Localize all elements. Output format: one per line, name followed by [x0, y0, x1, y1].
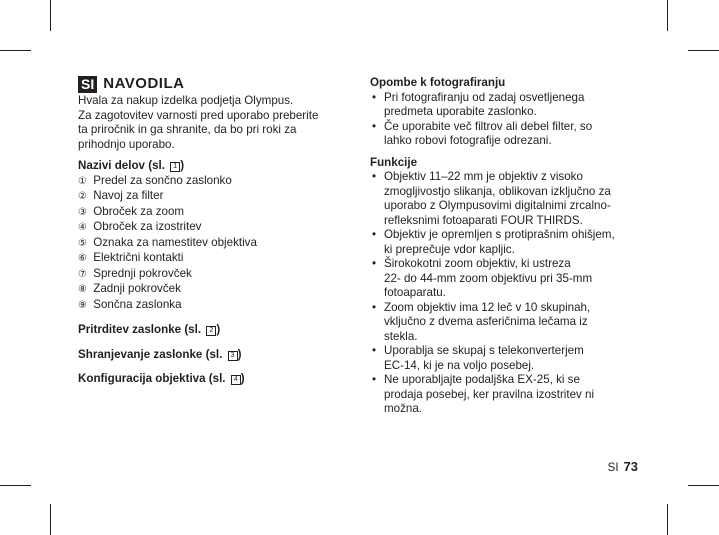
list-item: • Širokokotni zoom objektiv, ki ustreza 22- do 44-mm zoom objektivu pri 35-mm fotoaparatu. — [370, 257, 640, 301]
title-row — [78, 76, 348, 93]
list-item: • Če uporabite več filtrov ali debel filter, so lahko robovi fotografije odrezani. — [370, 120, 640, 149]
functions-heading: Funkcije — [370, 155, 418, 169]
crop-mark-bottom-left-h — [0, 485, 31, 486]
crop-mark-bottom-right-v — [667, 504, 668, 535]
figure-ref: 4 — [231, 375, 241, 385]
left-column — [78, 76, 348, 387]
intro-line: Za zagotovitev varnosti pred uporabo preberite — [78, 108, 319, 122]
footer-language: SI — [607, 462, 619, 474]
intro-line: Hvala za nakup izdelka podjetja Olympus. — [78, 94, 294, 107]
figure-ref: 3 — [228, 351, 238, 361]
intro-line: ta priročnik in ga shranite, da bo pri roki za — [78, 123, 297, 136]
page-footer — [608, 459, 638, 474]
page-number: 73 — [623, 459, 638, 474]
crop-mark-top-right-v — [667, 0, 668, 31]
functions-list — [370, 170, 640, 417]
list-item: • Objektiv je opremljen s protiprašnim ohišjem, ki preprečuje vdor kapljic. — [370, 228, 640, 257]
list-item: • Uporablja se skupaj s telekonverterjem EC-14, ki je na voljo posebej. — [370, 344, 640, 373]
list-item: ⑨ Sončna zaslonka — [78, 297, 182, 311]
list-item: ⑦ Sprednji pokrovček — [78, 266, 192, 280]
list-item: ⑥ Električni kontakti — [78, 251, 184, 264]
list-item: ② Navoj za filter — [78, 189, 164, 202]
notes-list — [370, 91, 640, 149]
list-item: • Ne uporabljajte podaljška EX-25, ki se prodaja posebej, ker pravilna izostritev ni možna. — [370, 373, 640, 417]
list-item: • Objektiv 11–22 mm je objektiv z visoko zmogljivostjo slikanja, oblikovan izključno za uporabo z Olympusovimi digitalnimi zrcalno- refleksnimi fotoaparati FOUR THIRDS. — [370, 170, 640, 228]
parts-list — [78, 174, 348, 314]
page-title: NAVODILA — [103, 75, 185, 93]
notes-heading: Opombe k fotografiranju — [370, 76, 506, 89]
list-item: ⑤ Oznaka za namestitev objektiva — [78, 235, 257, 249]
right-column — [370, 76, 640, 417]
intro-line: prihodnjo uporabo. — [78, 137, 175, 151]
list-item: ⑧ Zadnji pokrovček — [78, 282, 181, 295]
section-heading-lens-configuration: Konfiguracija objektiva (sl. 4 ) — [78, 372, 245, 385]
list-item: • Pri fotografiranju od zadaj osvetljenega predmeta uporabite zaslonko. — [370, 91, 640, 120]
language-badge: SI — [78, 76, 97, 93]
list-item: ① Predel za sončno zaslonko — [78, 173, 232, 187]
section-heading-store-hood: Shranjevanje zaslonke (sl. 3 ) — [78, 347, 242, 361]
intro-paragraph — [78, 94, 348, 152]
figure-ref: 2 — [206, 326, 216, 336]
figure-ref: 1 — [170, 162, 180, 172]
list-item: ③ Obroček za zoom — [78, 204, 185, 218]
crop-mark-bottom-left-v — [50, 504, 51, 535]
crop-mark-top-right-h — [688, 50, 719, 51]
crop-mark-bottom-right-h — [688, 485, 719, 486]
list-item: ④ Obroček za izostritev — [78, 220, 202, 233]
section-heading-attach-hood: Pritrditev zaslonke (sl. 2 ) — [78, 323, 221, 336]
crop-mark-top-left-h — [0, 50, 31, 51]
crop-mark-top-left-v — [50, 0, 51, 31]
list-item: • Zoom objektiv ima 12 leč v 10 skupinah, vključno z dvema asferičnima lečama iz stekla. — [370, 301, 640, 345]
parts-heading: Nazivi delov (sl. 1 ) — [78, 159, 185, 172]
